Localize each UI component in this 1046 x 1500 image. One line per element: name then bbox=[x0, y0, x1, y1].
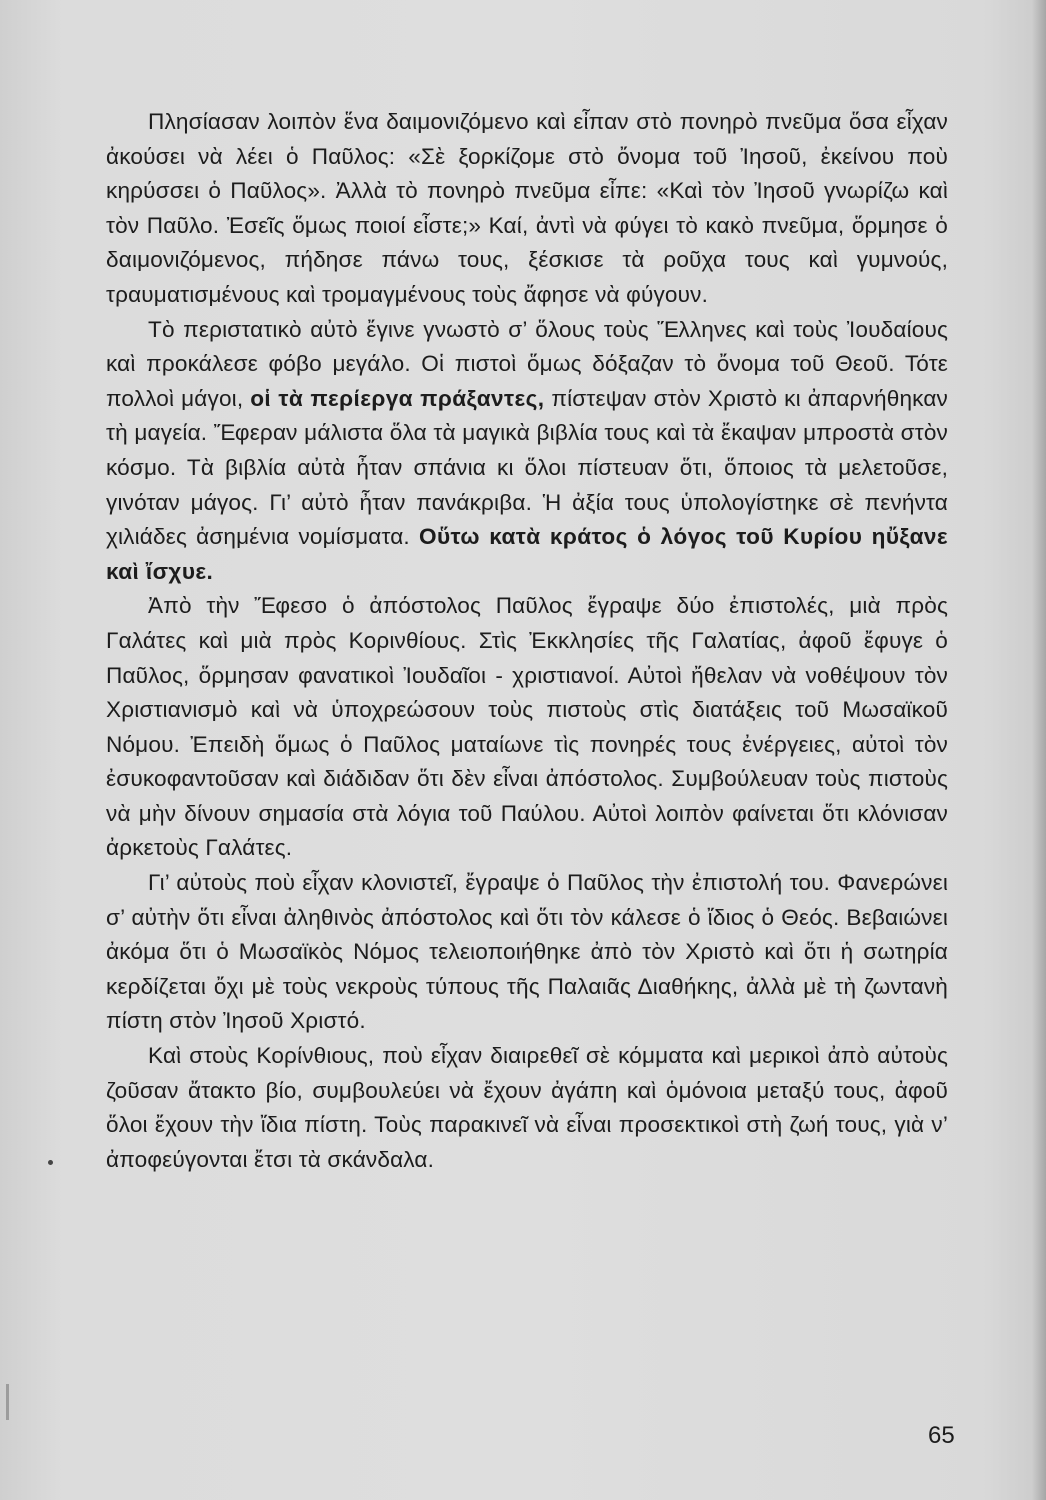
paragraph-1-text: Πλησίασαν λοιπὸν ἕνα δαιμονιζόμενο καὶ εἶπαν στὸ πονηρὸ πνεῦμα ὅσα εἶχαν ἀκούσει νὰ λέει ὁ Παῦλος: «Σὲ ξορκίζομε στὸ ὄνομα τοῦ Ἰησοῦ, ἐκείνου ποὺ κηρύσσει ὁ Παῦλος». Ἀλλὰ τὸ πονηρὸ πνεῦμα εἶπε: «Καὶ τὸν Ἰησοῦ γνωρίζω καὶ τὸν Παῦλο. Ἐσεῖς ὅμως ποιοί εἶστε;» Καί, ἀντὶ νὰ φύγει τὸ κακὸ πνεῦμα, ὅρμησε ὁ δαιμονιζόμενος, πήδησε πάνω τους, ξέσκισε τὰ ροῦχα τους καὶ γυμνούς, τραυματισμένους καὶ τρομαγμένους τοὺς ἄφησε νὰ φύγουν. bbox=[106, 109, 948, 307]
paragraph-2-text-b: πίστεψαν στὸν Χριστὸ κι ἀπαρνήθηκαν τὴ μαγεία. Ἔφεραν μάλιστα ὅλα τὰ μαγικὰ βιβλία τους καὶ τὰ ἔκαψαν μπροστὰ στὸν κόσμο. Τὰ βιβλία αὐτὰ ἦταν σπάνια κι ὅλοι πίστευαν ὅτι, ὅποιος τὰ μελετοῦσε, γινόταν μάγος. Γι’ αὐτὸ ἦταν πανάκριβα. Ἡ ἀξία τους ὑπολογίστηκε σὲ πενήντα χιλιάδες ἀσημένια νομίσματα. bbox=[106, 385, 948, 550]
body-text bbox=[106, 105, 948, 1177]
paragraph-5 bbox=[106, 1039, 948, 1177]
paragraph-1 bbox=[106, 105, 948, 313]
paragraph-4 bbox=[106, 866, 948, 1039]
paragraph-2-bold-phrase-b: Οὕτω κατὰ κράτος ὁ λόγος τοῦ Κυρίου ηὔξανε καὶ ἴσχυε. bbox=[106, 524, 948, 584]
ink-dot bbox=[48, 1160, 53, 1165]
paragraph-2-text-a: Τὸ περιστατικὸ αὐτὸ ἔγινε γνωστὸ σ’ ὅλους τοὺς Ἕλληνες καὶ τοὺς Ἰουδαίους καὶ προκάλεσε φόβο μεγάλο. Οἱ πιστοὶ ὅμως δόξαζαν τὸ ὄνομα τοῦ Θεοῦ. Τότε πολλοὶ μάγοι, bbox=[106, 316, 948, 411]
paragraph-5-text: Καὶ στοὺς Κορίνθιους, ποὺ εἶχαν διαιρεθεῖ σὲ κόμματα καὶ μερικοὶ ἀπὸ αὐτοὺς ζοῦσαν ἄτακτο βίο, συμβουλεύει νὰ ἔχουν ἀγάπη καὶ ὁμόνοια μεταξύ τους, ἀφοῦ ὅλοι ἔχουν τὴν ἴδια πίστη. Τοὺς παρακινεῖ νὰ εἶναι προσεκτικοὶ στὴ ζωή τους, γιὰ ν’ ἀποφεύγονται ἔτσι τὰ σκάνδαλα. bbox=[106, 1043, 948, 1172]
page-number: 65 bbox=[928, 1422, 955, 1449]
margin-mark bbox=[6, 1384, 9, 1420]
paragraph-2 bbox=[106, 313, 948, 590]
paragraph-2-bold-phrase-a: οἱ τὰ περίεργα πράξαντες, bbox=[250, 385, 545, 411]
paragraph-4-text: Γι’ αὐτοὺς ποὺ εἶχαν κλονιστεῖ, ἔγραψε ὁ Παῦλος τὴν ἐπιστολή του. Φανερώνει σ’ αὐτὴν ὅτι εἶναι ἀληθινὸς ἀπόστολος καὶ ὅτι τὸν κάλεσε ὁ ἴδιος ὁ Θεός. Βεβαιώνει ἀκόμα ὅτι ὁ Μωσαϊκὸς Νόμος τελειοποιήθηκε ἀπὸ τὸν Χριστὸ καὶ ὅτι ἡ σωτηρία κερδίζεται ὄχι μὲ τοὺς νεκροὺς τύπους τῆς Παλαιᾶς Διαθήκης, ἀλλὰ μὲ τὴ ζωντανὴ πίστη στὸν Ἰησοῦ Χριστό. bbox=[106, 870, 948, 1034]
paragraph-3-text: Ἀπὸ τὴν Ἔφεσο ὁ ἀπόστολος Παῦλος ἔγραψε δύο ἐπιστολές, μιὰ πρὸς Γαλάτες καὶ μιὰ πρὸς Κορινθίους. Στὶς Ἐκκλησίες τῆς Γαλατίας, ἀφοῦ ἔφυγε ὁ Παῦλος, ὅρμησαν φανατικοὶ Ἰουδαῖοι - χριστιανοί. Αὐτοὶ ἤθελαν νὰ νοθέψουν τὸν Χριστιανισμὸ καὶ νὰ ὑποχρεώσουν τοὺς πιστοὺς στὶς διατάξεις τοῦ Μωσαϊκοῦ Νόμου. Ἐπειδὴ ὅμως ὁ Παῦλος ματαίωνε τὶς πονηρές τους ἐνέργειες, αὐτοὶ τὸν ἐσυκοφαντοῦσαν καὶ διάδιδαν ὅτι δὲν εἶναι ἀπόστολος. Συμβούλευαν τοὺς πιστοὺς νὰ μὴν δίνουν σημασία στὰ λόγια τοῦ Παύλου. Αὐτοὶ λοιπὸν φαίνεται ὅτι κλόνισαν ἀρκετοὺς Γαλάτες. bbox=[106, 593, 948, 861]
page-edge-shadow bbox=[1032, 0, 1046, 1500]
paragraph-3 bbox=[106, 589, 948, 866]
